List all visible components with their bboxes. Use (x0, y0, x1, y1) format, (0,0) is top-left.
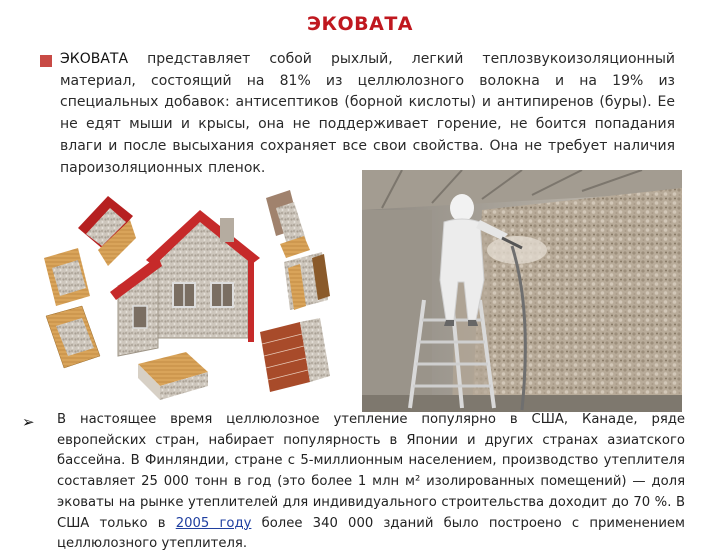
body-text-before-link: В настоящее время целлюлозное утепление популярно в США, Канаде, ряде европейских стран, набирает популярность в Японии и других странах азиатского бассейна. В Финляндии, стране с 5-миллионным населением, производство утеплителя составляет 25 000 тонн в год (это более 1 млн м² изолированных помещений) — доля эковаты на рынке утеплителей для индивидуального строительства доходит до 70 %. В США только в (57, 412, 685, 531)
slide-title: ЭКОВАТА (307, 13, 413, 35)
intro-term: ЭКОВАТА (60, 51, 129, 67)
arrow-bullet-icon: ➢ (22, 413, 35, 431)
floor-block-icon (138, 352, 208, 400)
floor-section-icon (44, 248, 90, 306)
brick-wall-icon (260, 318, 330, 392)
roof-section-icon (78, 196, 136, 266)
attic-section-icon (266, 190, 310, 258)
wall-section-icon (284, 252, 330, 310)
body-paragraph (57, 410, 685, 555)
worker-photo (362, 170, 682, 412)
intro-paragraph (60, 49, 675, 179)
frame-corner-icon (46, 306, 100, 368)
square-bullet-icon (40, 55, 52, 67)
intro-text: представляет собой рыхлый, легкий теплозвукоизоляционный материал, состоящий на 81% из целлюлозного волокна и на 19% из специальных добавок: антисептиков (борной кислоты) и антипиренов (буры). Ее не едят мыши и крысы, она не поддерживает горение, не боится попадания влаги и после высыхания сохраняет все свои свойства. Она не требует наличия пароизоляционных пленок. (60, 51, 675, 176)
insulation-illustration (38, 188, 356, 403)
year-2005-link[interactable]: 2005 году (175, 515, 252, 531)
body-text-after-link: более 340 000 зданий было построено с применением целлюлозного утеплителя. (57, 515, 685, 552)
